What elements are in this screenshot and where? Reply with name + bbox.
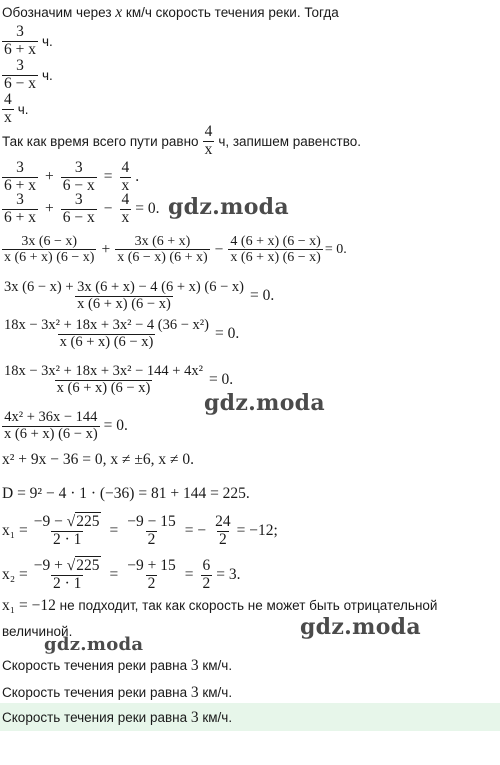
time-total: $\frac{4}{x}$ ч. (4, 91, 29, 126)
watermark: gdz.moda (204, 390, 325, 416)
fraction: $\frac{4}{x}$ (4, 91, 12, 126)
watermark: gdz.moda (44, 634, 144, 655)
watermark: gdz.moda (300, 614, 421, 640)
equation-7: $\frac{\text{4x² + 36x − 144}}{x (6 + x) (6 - x)}$ = 0. (4, 409, 128, 442)
equation-6: $\frac{\text{18x − 3x² + 18x + 3x² − 144 + 4x²}}{x (6 + x) (6 - x)}$ = 0. (4, 363, 234, 396)
reject-line: x₁ = −12 не подходит, так как скорость не может быть отрицательной (2, 597, 438, 614)
watermark: gdz.moda (168, 194, 289, 220)
root-x1: x₁ = $\frac{-9 - √225}{2 \cdot 1}$ = $\frac{-9 - 15}{2}$ = − $\frac{24}{2}$ = −12; (2, 513, 278, 548)
time-upstream: $\frac{3}{6 - x}$ ч. (4, 57, 53, 92)
time-downstream: $\frac{3}{6 + x}$ ч. (4, 23, 53, 58)
fraction: $\frac{3}{6 + x}$ (4, 23, 36, 58)
equation-3: $\frac{3x (6 - x)}{x (6 + x) (6 - x)}$ + $\frac{3x (6 + x)}{x (6 - x) (6 + x)}$ − $\frac{4 (6 + x) (6 - x)}{x (6 + x) (6 - x)}$ = 0. (4, 234, 347, 266)
equation-5: $\frac{\text{18x − 3x² + 18x + 3x² − 4 (36 − x²)}}{x (6 + x) (6 - x)}$ = 0. (4, 317, 240, 350)
fraction: $\frac{3}{6 - x}$ (4, 57, 36, 92)
reject-line-2: величиной. (2, 624, 73, 639)
root-x2: x₂ = $\frac{-9 + √225}{2 \cdot 1}$ = $\frac{-9 + 15}{2}$ = $\frac{6}{2}$ = 3. (2, 557, 241, 592)
equation-1: $\frac{3}{6 + x}$ + $\frac{3}{6 - x}$ = $\frac{4}{x}$ . (4, 159, 140, 194)
answer-2: Скорость течения реки равна 3 км/ч. (2, 684, 233, 701)
quadratic-equation: x² + 9x − 36 = 0, x ≠ ±6, x ≠ 0. (2, 451, 195, 468)
equation-2: $\frac{3}{6 + x}$ + $\frac{3}{6 - x}$ − $\frac{4}{x}$ = 0. (4, 191, 160, 226)
equation-4: $\frac{3x (6 - x) + 3x (6 + x) - 4 (6 + x) (6 - x)}{x (6 + x) (6 - x)}$ = 0. (4, 279, 275, 312)
answer-1: Скорость течения реки равна 3 км/ч. (2, 657, 233, 674)
answer-3: Скорость течения реки равна 3 км/ч. (2, 709, 233, 726)
discriminant: D = 9² − 4 · 1 · (−36) = 81 + 144 = 225. (2, 485, 250, 502)
intro-line: Обозначим через x км/ч скорость течения реки. Тогда (2, 4, 339, 21)
fraction: $\frac{4}{x}$ (204, 123, 213, 158)
since-line: Так как время всего пути равно $\frac{4}{x}$ ч, запишем равенство. (2, 123, 361, 158)
